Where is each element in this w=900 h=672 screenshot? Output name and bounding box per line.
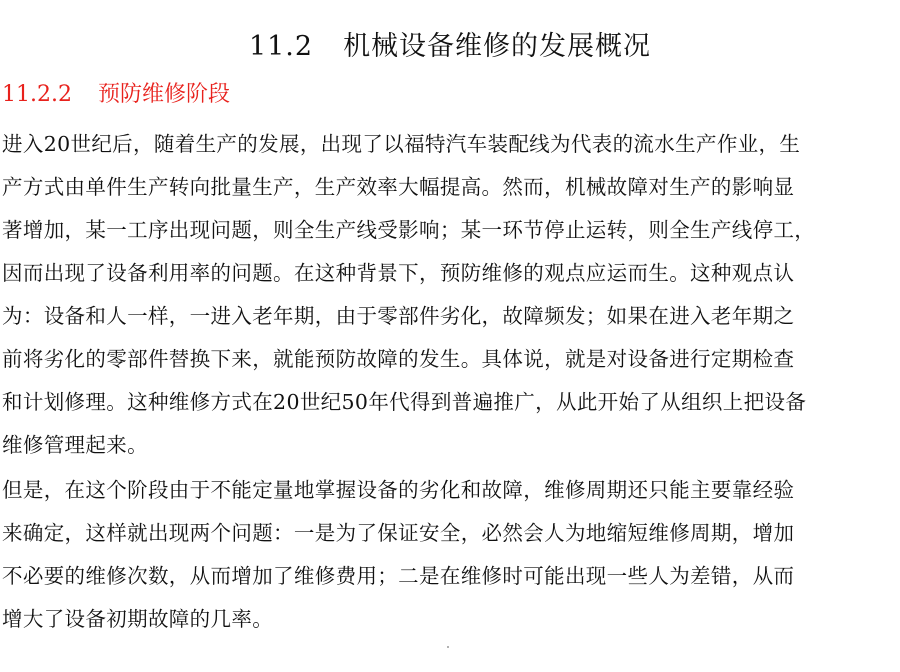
text-line: 增大了设备初期故障的几率。 — [2, 607, 274, 631]
subsection-title: 预防维修阶段 — [97, 82, 230, 107]
page-marker-dot — [447, 646, 449, 648]
text-line: 进入20世纪后，随着生产的发展，出现了以福特汽车装配线为代表的流水生产作业，生 — [2, 132, 801, 156]
text-line: 维修管理起来。 — [2, 433, 148, 457]
text-line: 不必要的维修次数，从而增加了维修费用；二是在维修时可能出现一些人为差错，从而 — [2, 564, 795, 588]
text-line: 和计划修理。这种维修方式在20世纪50年代得到普遍推广，从此开始了从组织上把设备 — [2, 390, 807, 414]
subsection-number: 11.2.2 — [2, 82, 72, 107]
subsection-heading — [2, 80, 230, 110]
text-line: 但是，在这个阶段由于不能定量地掌握设备的劣化和故障，维修周期还只能主要靠经验 — [2, 478, 795, 502]
paragraph-2 — [2, 469, 882, 641]
section-heading — [0, 30, 900, 64]
text-line: 因而出现了设备利用率的问题。在这种背景下，预防维修的观点应运而生。这种观点认 — [2, 261, 795, 285]
paragraph-1 — [2, 123, 882, 467]
text-line: 来确定，这样就出现两个问题：一是为了保证安全，必然会人为地缩短维修周期，增加 — [2, 521, 795, 545]
text-line: 著增加，某一工序出现问题，则全生产线受影响；某一环节停止运转，则全生产线停工， — [2, 218, 816, 242]
text-line: 前将劣化的零部件替换下来，就能预防故障的发生。具体说，就是对设备进行定期检查 — [2, 347, 795, 371]
section-title: 机械设备维修的发展概况 — [343, 31, 652, 62]
text-line: 为：设备和人一样，一进入老年期，由于零部件劣化，故障频发；如果在进入老年期之 — [2, 304, 795, 328]
text-line: 产方式由单件生产转向批量生产，生产效率大幅提高。然而，机械故障对生产的影响显 — [2, 175, 795, 199]
section-number: 11.2 — [248, 31, 314, 62]
